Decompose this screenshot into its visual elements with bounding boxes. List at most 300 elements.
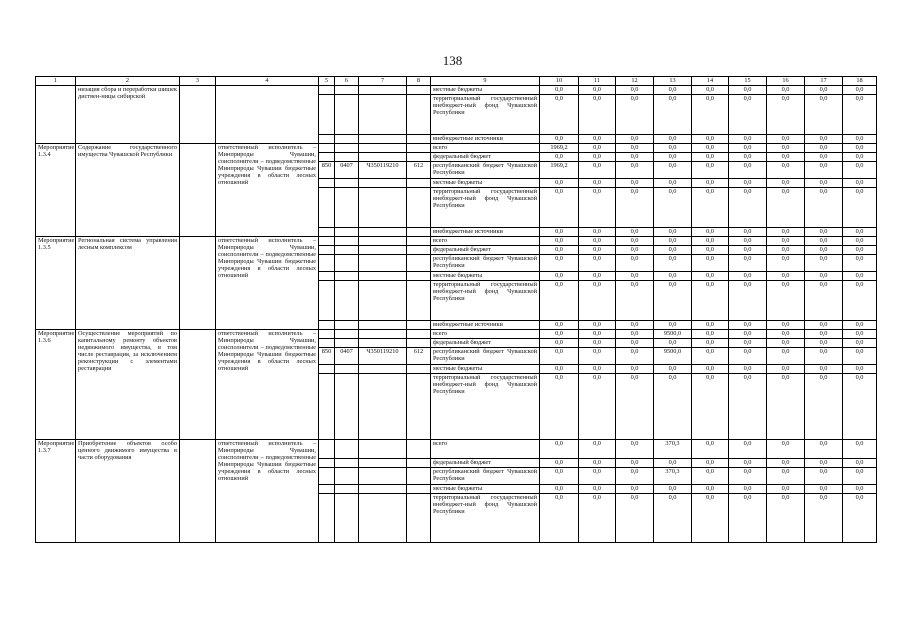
funding-source: территориальный государственный внебюджет-ный фонд Чувашской Республики xyxy=(431,188,540,228)
grbs-code: 850 xyxy=(319,162,335,179)
expense-type-code xyxy=(407,179,431,188)
amount-cell: 1969,2 xyxy=(540,162,579,179)
column-header: 12 xyxy=(616,77,654,86)
section-code xyxy=(335,237,359,246)
amount-cell: 0,0 xyxy=(540,188,579,228)
activity-id: Мероприятие 1.3.6 xyxy=(36,330,76,440)
section-code xyxy=(335,228,359,237)
amount-cell: 0,0 xyxy=(616,237,654,246)
amount-cell: 0,0 xyxy=(692,162,729,179)
grbs-code xyxy=(319,188,335,228)
amount-cell: 0,0 xyxy=(540,365,579,374)
amount-cell: 0,0 xyxy=(654,272,692,281)
amount-cell: 0,0 xyxy=(654,228,692,237)
amount-cell: 0,0 xyxy=(729,272,767,281)
grbs-code xyxy=(319,374,335,440)
amount-cell: 0,0 xyxy=(579,153,616,162)
amount-cell: 0,0 xyxy=(579,321,616,330)
executor: ответственный исполнитель – Минприроды Чувашии, соисполнители – подведомственные Минприроды Чувашии бюджетные учреждения в области лесных отношений xyxy=(216,440,319,543)
amount-cell: 0,0 xyxy=(579,365,616,374)
grbs-code xyxy=(319,95,335,135)
amount-cell: 0,0 xyxy=(692,339,729,348)
activity-name: Приобретение объектов особо ценного движимого имущества в части оборудования xyxy=(76,440,180,543)
amount-cell: 0,0 xyxy=(729,485,767,494)
amount-cell: 0,0 xyxy=(579,339,616,348)
grbs-code xyxy=(319,237,335,246)
table-row xyxy=(36,440,877,459)
amount-cell: 0,0 xyxy=(805,339,843,348)
amount-cell: 0,0 xyxy=(540,468,579,485)
grbs-code xyxy=(319,468,335,485)
amount-cell: 0,0 xyxy=(692,485,729,494)
amount-cell: 0,0 xyxy=(616,330,654,339)
empty-cell xyxy=(180,440,216,543)
amount-cell: 0,0 xyxy=(579,228,616,237)
amount-cell: 0,0 xyxy=(729,237,767,246)
empty-cell xyxy=(180,144,216,237)
amount-cell: 0,0 xyxy=(843,339,877,348)
funding-source: республиканский бюджет Чувашской Республики xyxy=(431,348,540,365)
column-header: 2 xyxy=(76,77,180,86)
section-code xyxy=(335,365,359,374)
amount-cell: 0,0 xyxy=(616,95,654,135)
amount-cell: 0,0 xyxy=(654,95,692,135)
amount-cell: 0,0 xyxy=(843,228,877,237)
amount-cell: 0,0 xyxy=(843,255,877,272)
amount-cell: 0,0 xyxy=(692,321,729,330)
amount-cell: 0,0 xyxy=(540,339,579,348)
amount-cell: 0,0 xyxy=(579,246,616,255)
amount-cell: 0,0 xyxy=(729,144,767,153)
activity-name: Региональная система управления лесным комплексом xyxy=(76,237,180,330)
amount-cell: 0,0 xyxy=(616,144,654,153)
amount-cell: 0,0 xyxy=(843,459,877,468)
grbs-code xyxy=(319,179,335,188)
amount-cell: 0,0 xyxy=(692,144,729,153)
amount-cell: 0,0 xyxy=(805,86,843,95)
target-article-code xyxy=(359,272,407,281)
amount-cell: 0,0 xyxy=(540,255,579,272)
funding-source: местные бюджеты xyxy=(431,179,540,188)
amount-cell: 0,0 xyxy=(805,95,843,135)
amount-cell: 0,0 xyxy=(843,95,877,135)
amount-cell: 0,0 xyxy=(616,188,654,228)
amount-cell: 0,0 xyxy=(692,468,729,485)
amount-cell: 0,0 xyxy=(767,459,805,468)
funding-source: внебюджетные источники xyxy=(431,321,540,330)
section-code xyxy=(335,321,359,330)
amount-cell: 0,0 xyxy=(843,374,877,440)
grbs-code xyxy=(319,365,335,374)
table-row xyxy=(36,237,877,246)
amount-cell: 0,0 xyxy=(767,440,805,459)
grbs-code xyxy=(319,255,335,272)
section-code xyxy=(335,468,359,485)
amount-cell: 0,0 xyxy=(540,95,579,135)
table-row xyxy=(36,330,877,339)
amount-cell: 0,0 xyxy=(729,246,767,255)
activity-name: низация сбора и переработки шишек диствен-ницы сибирской xyxy=(76,86,180,144)
target-article-code xyxy=(359,86,407,95)
expense-type-code xyxy=(407,228,431,237)
grbs-code xyxy=(319,281,335,321)
grbs-code xyxy=(319,321,335,330)
section-code: 0407 xyxy=(335,162,359,179)
funding-source: территориальный государственный внебюджет-ный фонд Чувашской Республики xyxy=(431,95,540,135)
section-code xyxy=(335,339,359,348)
amount-cell: 0,0 xyxy=(616,179,654,188)
expense-type-code xyxy=(407,459,431,468)
section-code xyxy=(335,330,359,339)
expense-type-code xyxy=(407,440,431,459)
amount-cell: 0,0 xyxy=(540,153,579,162)
amount-cell: 0,0 xyxy=(692,255,729,272)
column-header: 1 xyxy=(36,77,76,86)
amount-cell: 0,0 xyxy=(729,153,767,162)
expense-type-code xyxy=(407,321,431,330)
funding-source: территориальный государственный внебюджет-ный фонд Чувашской Республики xyxy=(431,281,540,321)
amount-cell: 0,0 xyxy=(616,162,654,179)
amount-cell: 0,0 xyxy=(540,228,579,237)
executor: ответственный исполнитель – Минприроды Чувашии, соисполнители – подведомственные Минприроды Чувашии бюджетные учреждения в области лесных отношений xyxy=(216,144,319,237)
target-article-code xyxy=(359,365,407,374)
target-article-code xyxy=(359,468,407,485)
grbs-code xyxy=(319,153,335,162)
amount-cell: 0,0 xyxy=(805,374,843,440)
column-header: 13 xyxy=(654,77,692,86)
amount-cell: 0,0 xyxy=(579,440,616,459)
section-code xyxy=(335,135,359,144)
amount-cell: 0,0 xyxy=(540,348,579,365)
amount-cell: 0,0 xyxy=(729,321,767,330)
amount-cell: 0,0 xyxy=(805,440,843,459)
amount-cell: 0,0 xyxy=(540,237,579,246)
target-article-code xyxy=(359,179,407,188)
amount-cell: 0,0 xyxy=(616,485,654,494)
amount-cell: 0,0 xyxy=(616,494,654,543)
column-header: 11 xyxy=(579,77,616,86)
amount-cell: 0,0 xyxy=(843,494,877,543)
amount-cell: 0,0 xyxy=(729,459,767,468)
amount-cell: 0,0 xyxy=(843,348,877,365)
amount-cell: 0,0 xyxy=(654,135,692,144)
column-header: 8 xyxy=(407,77,431,86)
section-code xyxy=(335,374,359,440)
amount-cell: 0,0 xyxy=(579,281,616,321)
amount-cell: 0,0 xyxy=(692,135,729,144)
amount-cell: 0,0 xyxy=(767,330,805,339)
amount-cell: 0,0 xyxy=(767,144,805,153)
amount-cell: 0,0 xyxy=(654,153,692,162)
activity-id: Мероприятие 1.3.5 xyxy=(36,237,76,330)
amount-cell: 0,0 xyxy=(843,153,877,162)
funding-source: местные бюджеты xyxy=(431,86,540,95)
amount-cell: 0,0 xyxy=(767,153,805,162)
amount-cell: 0,0 xyxy=(579,237,616,246)
amount-cell: 0,0 xyxy=(616,281,654,321)
column-header: 10 xyxy=(540,77,579,86)
amount-cell: 0,0 xyxy=(692,237,729,246)
funding-source: федеральный бюджет xyxy=(431,246,540,255)
amount-cell: 0,0 xyxy=(540,330,579,339)
executor xyxy=(216,86,319,144)
amount-cell: 0,0 xyxy=(767,237,805,246)
target-article-code xyxy=(359,440,407,459)
amount-cell: 0,0 xyxy=(540,179,579,188)
amount-cell: 0,0 xyxy=(805,281,843,321)
amount-cell: 0,0 xyxy=(540,459,579,468)
empty-cell xyxy=(180,237,216,330)
amount-cell: 0,0 xyxy=(729,86,767,95)
section-code xyxy=(335,153,359,162)
expense-type-code xyxy=(407,246,431,255)
section-code xyxy=(335,440,359,459)
funding-source: местные бюджеты xyxy=(431,272,540,281)
executor: ответственный исполнитель – Минприроды Чувашии, соисполнители – подведомственные Минприроды Чувашии бюджетные учреждения в области лесных отношений xyxy=(216,237,319,330)
funding-source: местные бюджеты xyxy=(431,365,540,374)
section-code xyxy=(335,272,359,281)
amount-cell: 0,0 xyxy=(579,188,616,228)
amount-cell: 0,0 xyxy=(805,153,843,162)
expense-type-code: 612 xyxy=(407,162,431,179)
section-code xyxy=(335,95,359,135)
expense-type-code xyxy=(407,95,431,135)
amount-cell: 0,0 xyxy=(692,95,729,135)
amount-cell: 0,0 xyxy=(692,272,729,281)
expense-type-code xyxy=(407,468,431,485)
activity-id: Мероприятие 1.3.4 xyxy=(36,144,76,237)
amount-cell: 0,0 xyxy=(540,281,579,321)
expense-type-code xyxy=(407,144,431,153)
amount-cell: 0,0 xyxy=(654,339,692,348)
amount-cell: 1969,2 xyxy=(540,144,579,153)
amount-cell: 0,0 xyxy=(579,468,616,485)
expense-type-code xyxy=(407,485,431,494)
amount-cell: 0,0 xyxy=(767,348,805,365)
amount-cell: 0,0 xyxy=(579,494,616,543)
amount-cell: 0,0 xyxy=(616,365,654,374)
amount-cell: 0,0 xyxy=(729,468,767,485)
grbs-code xyxy=(319,440,335,459)
amount-cell: 0,0 xyxy=(692,374,729,440)
column-header: 4 xyxy=(216,77,319,86)
amount-cell: 0,0 xyxy=(654,237,692,246)
amount-cell: 0,0 xyxy=(729,255,767,272)
amount-cell: 0,0 xyxy=(729,95,767,135)
amount-cell: 0,0 xyxy=(805,468,843,485)
target-article-code xyxy=(359,144,407,153)
activity-name: Содержание государственного имущества Чувашской Республики xyxy=(76,144,180,237)
activity-id xyxy=(36,86,76,144)
amount-cell: 9500,0 xyxy=(654,330,692,339)
amount-cell: 0,0 xyxy=(540,246,579,255)
section-code xyxy=(335,281,359,321)
target-article-code xyxy=(359,255,407,272)
amount-cell: 0,0 xyxy=(616,374,654,440)
funding-source: всего xyxy=(431,440,540,459)
amount-cell: 0,0 xyxy=(767,188,805,228)
amount-cell: 0,0 xyxy=(843,468,877,485)
section-code xyxy=(335,255,359,272)
expense-type-code xyxy=(407,281,431,321)
amount-cell: 0,0 xyxy=(616,468,654,485)
amount-cell: 0,0 xyxy=(767,135,805,144)
amount-cell: 0,0 xyxy=(843,440,877,459)
amount-cell: 0,0 xyxy=(729,188,767,228)
expense-type-code xyxy=(407,494,431,543)
amount-cell: 0,0 xyxy=(843,281,877,321)
amount-cell: 0,0 xyxy=(540,135,579,144)
empty-cell xyxy=(180,86,216,144)
amount-cell: 370,3 xyxy=(654,440,692,459)
expense-type-code xyxy=(407,153,431,162)
amount-cell: 0,0 xyxy=(654,494,692,543)
amount-cell: 0,0 xyxy=(805,321,843,330)
grbs-code xyxy=(319,144,335,153)
expense-type-code xyxy=(407,135,431,144)
amount-cell: 0,0 xyxy=(805,246,843,255)
amount-cell: 0,0 xyxy=(654,179,692,188)
funding-source: всего xyxy=(431,237,540,246)
grbs-code xyxy=(319,339,335,348)
amount-cell: 0,0 xyxy=(692,188,729,228)
funding-source: республиканский бюджет Чувашской Республики xyxy=(431,468,540,485)
amount-cell: 0,0 xyxy=(767,228,805,237)
activity-id: Мероприятие 1.3.7 xyxy=(36,440,76,543)
funding-source: местные бюджеты xyxy=(431,485,540,494)
expense-type-code: 612 xyxy=(407,348,431,365)
amount-cell: 0,0 xyxy=(729,365,767,374)
amount-cell: 0,0 xyxy=(767,321,805,330)
amount-cell: 0,0 xyxy=(654,162,692,179)
amount-cell: 0,0 xyxy=(767,272,805,281)
column-header: 14 xyxy=(692,77,729,86)
expense-type-code xyxy=(407,339,431,348)
amount-cell: 0,0 xyxy=(805,348,843,365)
amount-cell: 0,0 xyxy=(843,321,877,330)
section-code xyxy=(335,144,359,153)
amount-cell: 0,0 xyxy=(540,272,579,281)
amount-cell: 0,0 xyxy=(579,144,616,153)
amount-cell: 0,0 xyxy=(616,321,654,330)
expense-type-code xyxy=(407,330,431,339)
column-header: 17 xyxy=(805,77,843,86)
amount-cell: 0,0 xyxy=(616,440,654,459)
amount-cell: 0,0 xyxy=(729,281,767,321)
grbs-code xyxy=(319,272,335,281)
funding-source: республиканский бюджет Чувашской Республики xyxy=(431,255,540,272)
amount-cell: 0,0 xyxy=(692,494,729,543)
amount-cell: 0,0 xyxy=(540,440,579,459)
amount-cell: 0,0 xyxy=(616,459,654,468)
amount-cell: 0,0 xyxy=(729,179,767,188)
amount-cell: 0,0 xyxy=(692,86,729,95)
amount-cell: 0,0 xyxy=(767,162,805,179)
amount-cell: 0,0 xyxy=(579,179,616,188)
target-article-code xyxy=(359,339,407,348)
amount-cell: 0,0 xyxy=(767,374,805,440)
amount-cell: 0,0 xyxy=(843,188,877,228)
amount-cell: 0,0 xyxy=(540,494,579,543)
target-article-code xyxy=(359,228,407,237)
amount-cell: 9500,0 xyxy=(654,348,692,365)
amount-cell: 0,0 xyxy=(767,179,805,188)
amount-cell: 0,0 xyxy=(729,135,767,144)
amount-cell: 0,0 xyxy=(767,255,805,272)
target-article-code xyxy=(359,494,407,543)
amount-cell: 0,0 xyxy=(767,468,805,485)
amount-cell: 0,0 xyxy=(767,485,805,494)
funding-source: территориальный государственный внебюджет-ный фонд Чувашской Республики xyxy=(431,374,540,440)
section-code: 0407 xyxy=(335,348,359,365)
amount-cell: 0,0 xyxy=(767,365,805,374)
target-article-code xyxy=(359,246,407,255)
amount-cell: 0,0 xyxy=(805,179,843,188)
amount-cell: 0,0 xyxy=(692,330,729,339)
amount-cell: 0,0 xyxy=(692,246,729,255)
amount-cell: 0,0 xyxy=(805,144,843,153)
grbs-code xyxy=(319,228,335,237)
expense-type-code xyxy=(407,272,431,281)
column-header: 6 xyxy=(335,77,359,86)
amount-cell: 0,0 xyxy=(805,459,843,468)
funding-source: федеральный бюджет xyxy=(431,459,540,468)
amount-cell: 0,0 xyxy=(616,272,654,281)
grbs-code xyxy=(319,494,335,543)
column-header: 3 xyxy=(180,77,216,86)
amount-cell: 0,0 xyxy=(767,95,805,135)
expense-type-code xyxy=(407,365,431,374)
amount-cell: 0,0 xyxy=(692,179,729,188)
target-article-code xyxy=(359,459,407,468)
target-article-code xyxy=(359,237,407,246)
amount-cell: 0,0 xyxy=(767,339,805,348)
funding-source: федеральный бюджет xyxy=(431,153,540,162)
column-header: 18 xyxy=(843,77,877,86)
amount-cell: 0,0 xyxy=(654,144,692,153)
column-header: 5 xyxy=(319,77,335,86)
section-code xyxy=(335,494,359,543)
amount-cell: 0,0 xyxy=(654,246,692,255)
grbs-code xyxy=(319,330,335,339)
amount-cell: 0,0 xyxy=(843,330,877,339)
amount-cell: 0,0 xyxy=(579,485,616,494)
amount-cell: 0,0 xyxy=(540,321,579,330)
amount-cell: 0,0 xyxy=(805,228,843,237)
amount-cell: 0,0 xyxy=(805,135,843,144)
target-article-code xyxy=(359,95,407,135)
amount-cell: 0,0 xyxy=(616,228,654,237)
funding-source: республиканский бюджет Чувашской Республики xyxy=(431,162,540,179)
amount-cell: 0,0 xyxy=(616,135,654,144)
amount-cell: 0,0 xyxy=(843,485,877,494)
amount-cell: 0,0 xyxy=(616,339,654,348)
amount-cell: 0,0 xyxy=(767,86,805,95)
column-header: 7 xyxy=(359,77,407,86)
amount-cell: 0,0 xyxy=(579,459,616,468)
table-row xyxy=(36,144,877,153)
amount-cell: 0,0 xyxy=(654,321,692,330)
amount-cell: 0,0 xyxy=(692,348,729,365)
amount-cell: 0,0 xyxy=(654,86,692,95)
column-header-row xyxy=(36,77,877,86)
amount-cell: 0,0 xyxy=(692,459,729,468)
amount-cell: 0,0 xyxy=(805,237,843,246)
target-article-code xyxy=(359,281,407,321)
funding-source: всего xyxy=(431,330,540,339)
amount-cell: 0,0 xyxy=(805,162,843,179)
amount-cell: 0,0 xyxy=(767,494,805,543)
